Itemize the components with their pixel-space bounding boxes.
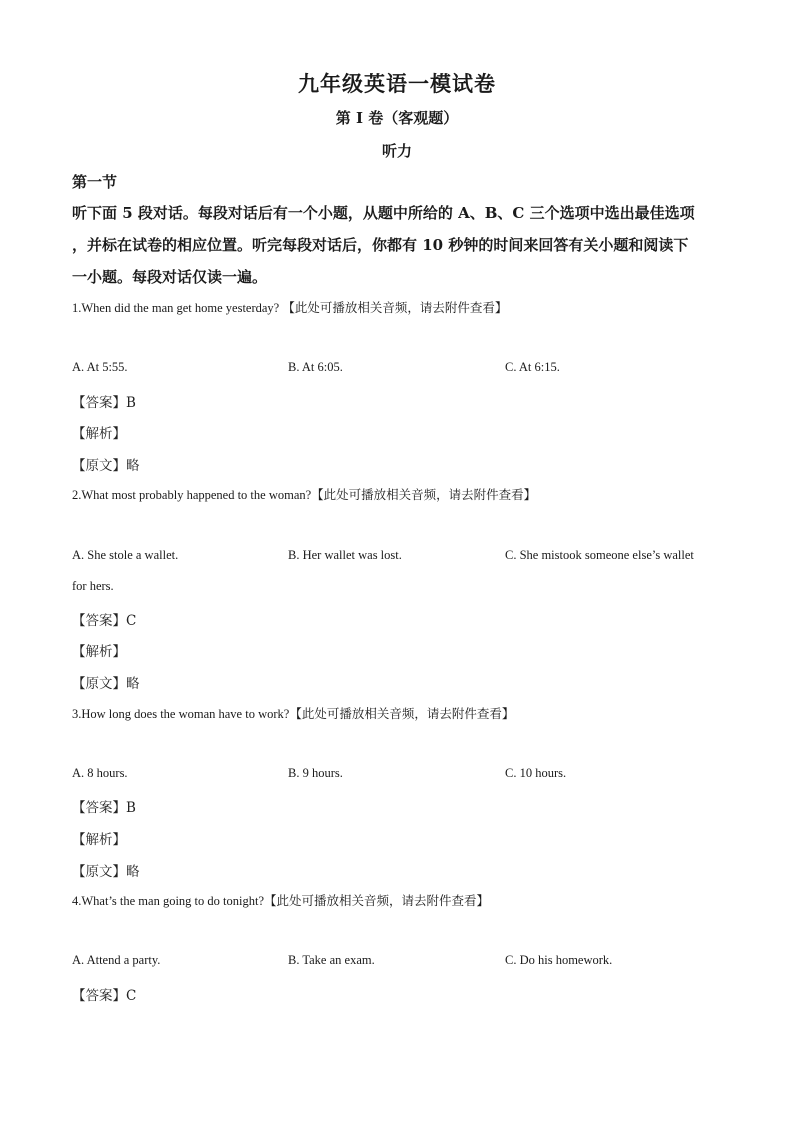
option-a: A. Attend a party. xyxy=(72,953,161,967)
option-b: B. At 6:05. xyxy=(288,360,343,374)
instruction-line: 一小题。每段对话仅读一遍。 xyxy=(72,268,268,286)
part-heading: 听力 xyxy=(381,142,412,160)
page-title: 九年级英语一模试卷 xyxy=(298,71,496,96)
question-text: 1.When did the man get home yesterday? 【此处可播放相关音频，请去附件查看】 xyxy=(72,301,508,315)
option-c: C. 10 hours. xyxy=(505,766,567,780)
option-a: A. At 5:55. xyxy=(72,360,128,374)
question-text: 3.How long does the woman have to work?【此处可播放相关音频，请去附件查看】 xyxy=(72,707,515,721)
analysis-line: 【解析】 xyxy=(72,644,126,660)
instruction-line: ，并标在试卷的相应位置。听完每段对话后，你都有 10 秒钟的时间来回答有关小题和阅读下 xyxy=(72,236,689,254)
option-a: A. She stole a wallet. xyxy=(72,548,179,562)
question-text: 4.What’s the man going to do tonight?【此处可播放相关音频，请去附件查看】 xyxy=(72,894,489,908)
original-line: 【原文】略 xyxy=(72,676,140,692)
option-b: B. Her wallet was lost. xyxy=(288,548,402,562)
answer-line: 【答案】C xyxy=(72,613,137,629)
answer-line: 【答案】B xyxy=(72,800,136,816)
option-b: B. 9 hours. xyxy=(288,766,343,780)
answer-line: 【答案】B xyxy=(72,395,136,411)
option-c: C. At 6:15. xyxy=(505,360,560,374)
option-c: C. Do his homework. xyxy=(505,953,613,967)
volume-subtitle: 第 I 卷（客观题） xyxy=(335,109,459,127)
option-a: A. 8 hours. xyxy=(72,766,128,780)
original-line: 【原文】略 xyxy=(72,458,140,474)
option-c: C. She mistook someone else’s wallet xyxy=(505,548,694,562)
instruction-line: 听下面 5 段对话。每段对话后有一个小题，从题中所给的 A、B、C 三个选项中选出最佳选项 xyxy=(72,204,695,222)
original-line: 【原文】略 xyxy=(72,864,140,880)
option-c-continuation: for hers. xyxy=(72,579,114,593)
section-label: 第一节 xyxy=(72,173,118,191)
option-b: B. Take an exam. xyxy=(288,953,375,967)
analysis-line: 【解析】 xyxy=(72,426,126,442)
analysis-line: 【解析】 xyxy=(72,832,126,848)
answer-line: 【答案】C xyxy=(72,988,137,1004)
question-text: 2.What most probably happened to the woman?【此处可播放相关音频，请去附件查看】 xyxy=(72,488,537,502)
